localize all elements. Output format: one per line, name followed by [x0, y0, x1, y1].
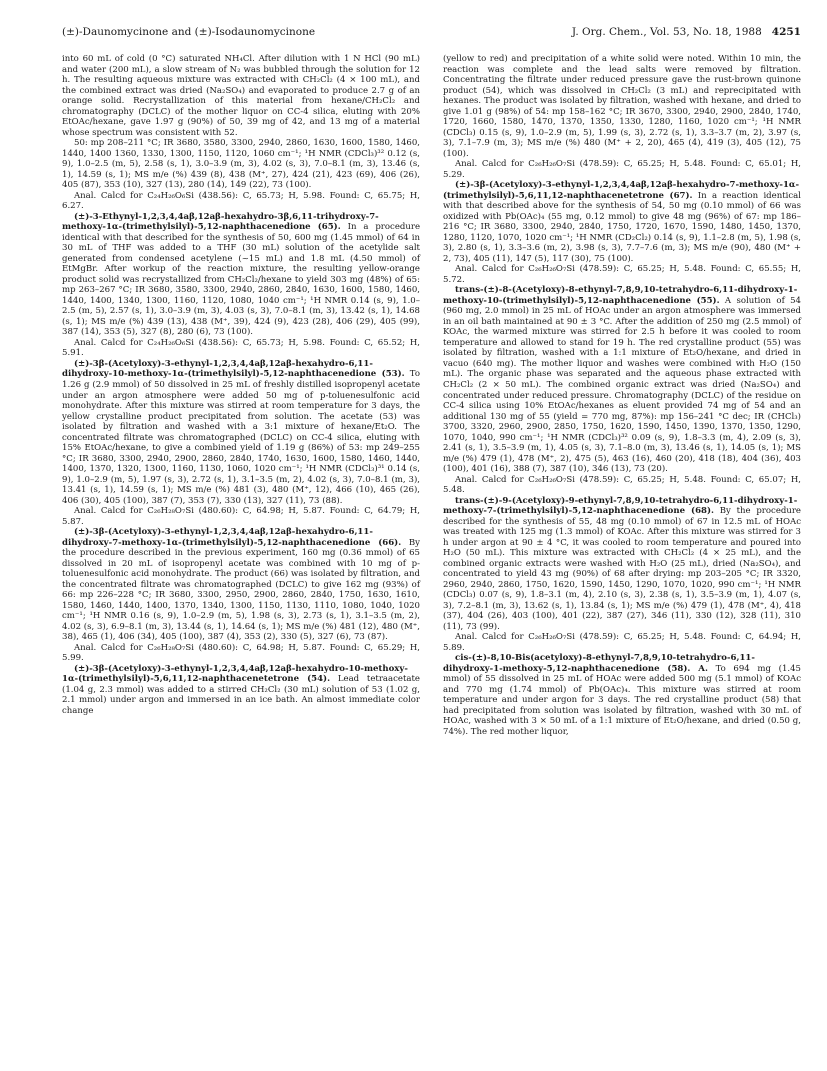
compound-heading: (±)-3β-(Acetyloxy)-3-ethynyl-1,2,3,4,4aβ,12aβ-hexahydro-7-methoxy-1α-(trimethylsilyl)-5,6,11,12-naphthacenetetrone (67).: [443, 180, 800, 201]
paragraph: [62, 506, 420, 527]
paragraph-text: A solution of 54 (960 mg, 2.0 mmol) in 25 mL of HOAc under an argon atmosphere was immersed in an oil bath maintained at 90 ± 3 °C. After the addition of 250 mg (2.5 mmol) of KOAc, the warmed mixture was stirred for 2.5 h before it was cooled to room temperature and allowed to stand for 19 h. The red crystalline product (55) was isolated by filtration, washed with a 1:1 mixture of Et₂O/hexane, and dried in vacuo (640 mg). The mother liquor and washes were combined with H₂O (150 mL). The organic phase was separated and the aqueous phase extracted with CH₂Cl₂ (2 × 50 mL). The combined organic extract was dried (Na₂SO₄) and concentrated under reduced pressure. Chromatography (DCLC) of the residue on CC-4 silica using 10% EtOAc/hexanes as eluent provided 74 mg of 54 and an additional 130 mg of 55 (yield = 770 mg, 87%): mp 156–241 °C dec; IR (CHCl₃) 3700, 3320, 2960, 2900, 2850, 1750, 1620, 1590, 1450, 1390, 1370, 1350, 1290, 1070, 1040, 990 cm⁻¹; ¹H NMR (CDCl₃)³² 0.09 (s, 9), 1.8–3.3 (m, 4), 2.09 (s, 3), 2.41 (s, 1), 3.5–3.9 (m, 1), 4.05 (s, 3), 7.1–8.0 (m, 3), 13.46 (s, 1), 14.05 (s, 1); MS m/e (%) 479 (1), 478 (M⁺, 2), 475 (5), 463 (16), 460 (20), 418 (18), 404 (36), 403 (100), 401 (16), 388 (7), 387 (10), 346 (13), 73 (20).: [443, 295, 801, 475]
paragraph-text: In a reaction identical with that described above for the synthesis of 54, 50 mg (0.10 mmol) of 66 was oxidized with Pb(OAc)₄ (55 mg, 0.12 mmol) to give 48 mg (96%) of 67: mp 186–216 °C; IR 3680, 3300, 2940, 2840, 1750, 1720, 1670, 1590, 1480, 1450, 1370, 1280, 1120, 1070, 1020 cm⁻¹; ¹H NMR (CD₂Cl₂) 0.14 (s, 9), 1.1–2.8 (m, 5), 1.98 (s, 3), 2.80 (s, 1), 3.3–3.6 (m, 2), 3.98 (s, 3), 7.7–7.6 (m, 3); MS m/e (90), 480 (M⁺ + 2, 73), 405 (11), 147 (5), 117 (30), 75 (100).: [443, 190, 802, 264]
paragraph-text: Anal. Calcd for C₂₆H₂₆O₇Si (478.59): C, 65.25; H, 5.48. Found: C, 64.94; H, 5.89.: [443, 632, 801, 653]
paragraph-text: into 60 mL of cold (0 °C) saturated NH₄Cl. After dilution with 1 N HCl (90 mL) and water (200 mL), a slow stream of N₂ was bubbled through the solution for 12 h. The resulting aqueous mixture was extracted with CH₂Cl₂ (4 × 100 mL), and the combined extract was dried (Na₂SO₄) and evaporated to produce 2.7 g of an orange solid. Recrystallization of this material from hexane/CH₂Cl₂ and chromatography (DCLC) of the mother liquor on CC-4 silica, eluting with 20% EtOAc/hexane, gave 1.97 g (90%) of 50, 39 mg of 42, and 13 mg of a material whose spectrum was consistent with 52.: [62, 54, 420, 138]
compound-heading: (±)-3β-(Acetyloxy)-3-ethynyl-1,2,3,4,4aβ,12aβ-hexahydro-10-methoxy-1α-(trimethylsilyl)-5,6,11,12-naphthacenetetrone (54).: [62, 663, 408, 685]
running-title: (±)-Daunomycinone and (±)-Isodaunomycinone: [62, 26, 316, 38]
compound-heading: cis-(±)-8,10-Bis(acetyloxy)-8-ethynyl-7,8,9,10-tetrahydro-6,11-dihydroxy-1-methoxy-5,12-naphthacenedione (58). A.: [443, 653, 755, 674]
paragraph: [443, 632, 801, 653]
paragraph-text: Anal. Calcd for C₂₆H₂₈O₇Si (480.60): C, 64.98; H, 5.87. Found: C, 64.79; H, 5.87.: [62, 506, 420, 527]
paragraph: [443, 54, 801, 159]
journal-citation: [572, 26, 801, 42]
paragraph-text: To 1.26 g (2.9 mmol) of 50 dissolved in 25 mL of freshly distilled isopropenyl acetate under an argon atmosphere were added 50 mg of p-toluenesulfonic acid monohydrate. After this mixture was stirred at room temperature for 3 days, the yellow crystalline product precipitated from solution. The acetate (53) was isolated by filtration and washed with a 3:1 mixture of hexane/Et₂O. The concentrated filtrate was chromatographed (DCLC) on CC-4 silica, eluting with 15% EtOAc/hexane, to give a combined yield of 1.19 g (86%) of 53: mp 249–255 °C; IR 3680, 3300, 2940, 2900, 2860, 2840, 1740, 1630, 1600, 1580, 1460, 1440, 1400, 1370, 1320, 1300, 1160, 1130, 1060, 1020 cm⁻¹; ¹H NMR (CDCl₃)³¹ 0.14 (s, 9), 1.0–2.9 (m, 5), 1.97 (s, 3), 2.72 (s, 1), 3.1–3.5 (m, 2), 4.02 (s, 3), 7.0–8.1 (m, 3), 13.41 (s, 1), 14.59 (s, 1); MS m/e (%) 481 (3), 480 (M⁺, 12), 466 (10), 465 (26), 406 (30), 405 (100), 387 (7), 353 (7), 330 (13), 327 (11), 73 (88).: [62, 369, 420, 506]
left-column: [62, 54, 420, 716]
paragraph: [62, 643, 420, 664]
paragraph-text: (yellow to red) and precipitation of a white solid were noted. Within 10 min, the reaction was complete and the lead salts were removed by filtration. Concentrating the filtrate under reduced pressure gave the rust-brown quinone product (54), which was dissolved in CH₂Cl₂ (3 mL) and reprecipitated with hexanes. The product was isolated by filtration, washed with hexane, and dried to give 1.01 g (98%) of 54: mp 158–162 °C; IR 3670, 3300, 2940, 2900, 2840, 1740, 1720, 1660, 1580, 1470, 1370, 1350, 1330, 1280, 1160, 1020 cm⁻¹; ¹H NMR (CDCl₃) 0.15 (s, 9), 1.0–2.9 (m, 5), 1.99 (s, 3), 2.72 (s, 1), 3.3–3.7 (m, 2), 3.97 (s, 3), 7.1–7.9 (m, 3); MS m/e (%) 480 (M⁺ + 2, 20), 465 (4), 419 (3), 405 (12), 75 (100).: [443, 54, 801, 159]
paragraph: [62, 664, 420, 717]
paragraph: [62, 527, 420, 643]
running-header: [62, 26, 801, 42]
compound-heading: (±)-3β-(Acetyloxy)-3-ethynyl-1,2,3,4,4aβ,12aβ-hexahydro-6,11-dihydroxy-7-methoxy-1α-(trimethylsilyl)-5,12-naphthacenedione (66).: [62, 527, 402, 548]
paragraph-text: In a procedure identical with that described for the synthesis of 50, 600 mg (1.45 mmol) of 64 in 30 mL of THF was added to a THF (30 mL) solution of the acetylide salt generated from condensed acetylene (~15 mL) and 1.8 mL (4.50 mmol) of EtMgBr. After workup of the reaction mixture, the resulting yellow-orange product solid was recrystallized from CH₂Cl₂/hexane to yield 303 mg (48%) of 65: mp 263–267 °C; IR 3680, 3580, 3300, 2940, 2860, 2840, 1630, 1600, 1580, 1460, 1440, 1400, 1340, 1300, 1160, 1120, 1080, 1040 cm⁻¹; ¹H NMR 0.14 (s, 9), 1.0–2.5 (m, 5), 2.57 (s, 1), 3.0–3.9 (m, 3), 4.03 (s, 3), 7.0–8.1 (m, 3), 13.42 (s, 1), 14.68 (s, 1); MS m/e (%) 439 (13), 438 (M⁺, 39), 424 (9), 423 (28), 406 (29), 405 (99), 387 (14), 353 (5), 327 (8), 280 (6), 73 (100).: [62, 222, 421, 338]
compound-heading: trans-(±)-8-(Acetyloxy)-8-ethynyl-7,8,9,10-tetrahydro-6,11-dihydroxy-1-methoxy-10-(trimethylsilyl)-5,12-naphthacenedione (55).: [443, 285, 798, 306]
paragraph-text: Anal. Calcd for C₂₆H₂₈O₇Si (480.60): C, 64.98; H, 5.87. Found: C, 65.29; H, 5.99.: [62, 642, 420, 664]
paragraph-text: Anal. Calcd for C₂₆H₂₆O₇Si (478.59): C, 65.25; H, 5.48. Found: C, 65.55; H, 5.72.: [443, 264, 801, 285]
paragraph: [443, 653, 801, 737]
compound-heading: trans-(±)-9-(Acetyloxy)-9-ethynyl-7,8,9,10-tetrahydro-6,11-dihydroxy-1-methoxy-7-(trimethylsilyl)-5,12-naphthacenedione (68).: [443, 495, 798, 517]
paragraph: [62, 54, 420, 138]
paragraph-text: By the procedure described for the synthesis of 55, 48 mg (0.10 mmol) of 67 in 12.5 mL of HOAc was treated with 125 mg (1.3 mmol) of KOAc. After this mixture was stirred for 3 h under argon at 90 ± 4 °C, it was cooled to room temperature and poured into H₂O (50 mL). This mixture was extracted with CH₂Cl₂ (4 × 25 mL), and the combined organic extracts were washed with H₂O (25 mL), dried (Na₂SO₄), and concentrated to yield 43 mg (90%) of 68 after drying: mp 203–205 °C; IR 3320, 2960, 2940, 2860, 1750, 1620, 1590, 1450, 1290, 1070, 1020, 990 cm⁻¹; ¹H NMR (CDCl₃) 0.07 (s, 9), 1.8–3.1 (m, 4), 2.10 (s, 3), 2.38 (s, 1), 3.5–3.9 (m, 1), 4.07 (s, 3), 7.2–8.1 (m, 3), 13.62 (s, 1), 13.84 (s, 1); MS m/e (%) 479 (1), 478 (M⁺, 4), 418 (37), 404 (26), 403 (100), 401 (22), 387 (27), 346 (11), 330 (12), 328 (11), 310 (11), 73 (99).: [443, 506, 801, 632]
paragraph-text: Anal. Calcd for C₂₆H₂₆O₇Si (478.59): C, 65.25; H, 5.48. Found: C, 65.01; H, 5.29.: [443, 159, 801, 180]
paragraph-text: 50: mp 208–211 °C; IR 3680, 3580, 3300, 2940, 2860, 1630, 1600, 1580, 1460, 1440, 1400 1360, 1330, 1300, 1150, 1120, 1060 cm⁻¹; ¹H NMR (CDCl₃)³² 0.12 (s, 9), 1.0–2.5 (m, 5), 2.58 (s, 1), 3.0–3.9 (m, 3), 4.02 (s, 3), 7.0–8.1 (m, 3), 13.46 (s, 1), 14.59 (s, 1); MS m/e (%) 439 (8), 438 (M⁺, 27), 424 (21), 423 (69), 406 (26), 405 (87), 353 (10), 327 (13), 280 (14), 149 (22), 73 (100).: [62, 138, 420, 191]
journal-name: J. Org. Chem., Vol. 53, No. 18, 1988: [571, 26, 762, 38]
paragraph: [443, 285, 801, 474]
paragraph-text: Lead tetraacetate (1.04 g, 2.3 mmol) was added to a stirred CH₂Cl₂ (30 mL) solution of 53 (1.02 g, 2.1 mmol) under argon and immersed in an ice bath. An almost immediate color change: [62, 674, 420, 716]
paragraph-text: By the procedure described in the previous experiment, 160 mg (0.36 mmol) of 65 dissolved in 20 mL of isopropenyl acetate was combined with 10 mg of p-toluenesulfonic acid monohydrate. The product (66) was isolated by filtration, and the concentrated filtrate was chromatographed (DCLC) to give 162 mg (93%) of 66: mp 226–228 °C; IR 3680, 3300, 2950, 2900, 2860, 2840, 1750, 1630, 1610, 1580, 1460, 1440, 1400, 1370, 1340, 1300, 1150, 1130, 1110, 1080, 1040, 1020 cm⁻¹; ¹H NMR 0.16 (s, 9), 1.0–2.9 (m, 5), 1.98 (s, 3), 2.73 (s, 1), 3.1–3.5 (m, 2), 4.02 (s, 3), 6.9–8.1 (m, 3), 13.44 (s, 1), 14.64 (s, 1); MS m/e (%) 481 (12), 480 (M⁺, 38), 465 (1), 406 (34), 405 (100), 387 (4), 353 (2), 330 (5), 327 (6), 73 (87).: [62, 537, 420, 643]
paragraph-text: Anal. Calcd for C₂₆H₂₆O₇Si (478.59): C, 65.25; H, 5.48. Found: C, 65.07; H, 5.48.: [443, 474, 801, 496]
right-column: [443, 54, 801, 738]
paragraph: [62, 212, 420, 338]
paragraph: [62, 138, 420, 191]
page-number: 4251: [771, 26, 801, 38]
paragraph: [62, 359, 420, 506]
paragraph: [62, 191, 420, 212]
paragraph-text: To 694 mg (1.45 mmol) of 55 dissolved in 25 mL of HOAc were added 500 mg (5.1 mmol) of KOAc and 770 mg (1.74 mmol) of Pb(OAc)₄. This mixture was stirred at room temperature and under argon for 3 days. The red crystalline product (58) that had precipitated from solution was isolated by filtration, washed with 30 mL of HOAc, washed with 3 × 50 mL of a 1:1 mixture of Et₂O/hexane, and dried (0.50 g, 74%). The red mother liquor,: [443, 663, 801, 737]
paragraph: [443, 264, 801, 285]
paragraph-text: Anal. Calcd for C₂₄H₂₆O₆Si (438.56): C, 65.73; H, 5.98. Found: C, 65.52; H, 5.91.: [62, 337, 420, 359]
paragraph: [443, 475, 801, 496]
paragraph-text: Anal. Calcd for C₂₄H₂₆O₆Si (438.56): C, 65.73; H, 5.98. Found: C, 65.75; H, 6.27.: [62, 190, 420, 212]
paragraph: [62, 338, 420, 359]
compound-heading: (±)-3-Ethynyl-1,2,3,4,4aβ,12aβ-hexahydro-3β,6,11-trihydroxy-7-methoxy-1α-(trimethylsilyl)-5,12-naphthacenedione (65).: [62, 211, 379, 233]
paragraph: [443, 496, 801, 633]
paragraph: [443, 180, 801, 264]
compound-heading: (±)-3β-(Acetyloxy)-3-ethynyl-1,2,3,4,4aβ,12aβ-hexahydro-6,11-dihydroxy-10-methoxy-1α-(trimethylsilyl)-5,12-naphthacenedione (53).: [62, 358, 405, 380]
paragraph: [443, 159, 801, 180]
